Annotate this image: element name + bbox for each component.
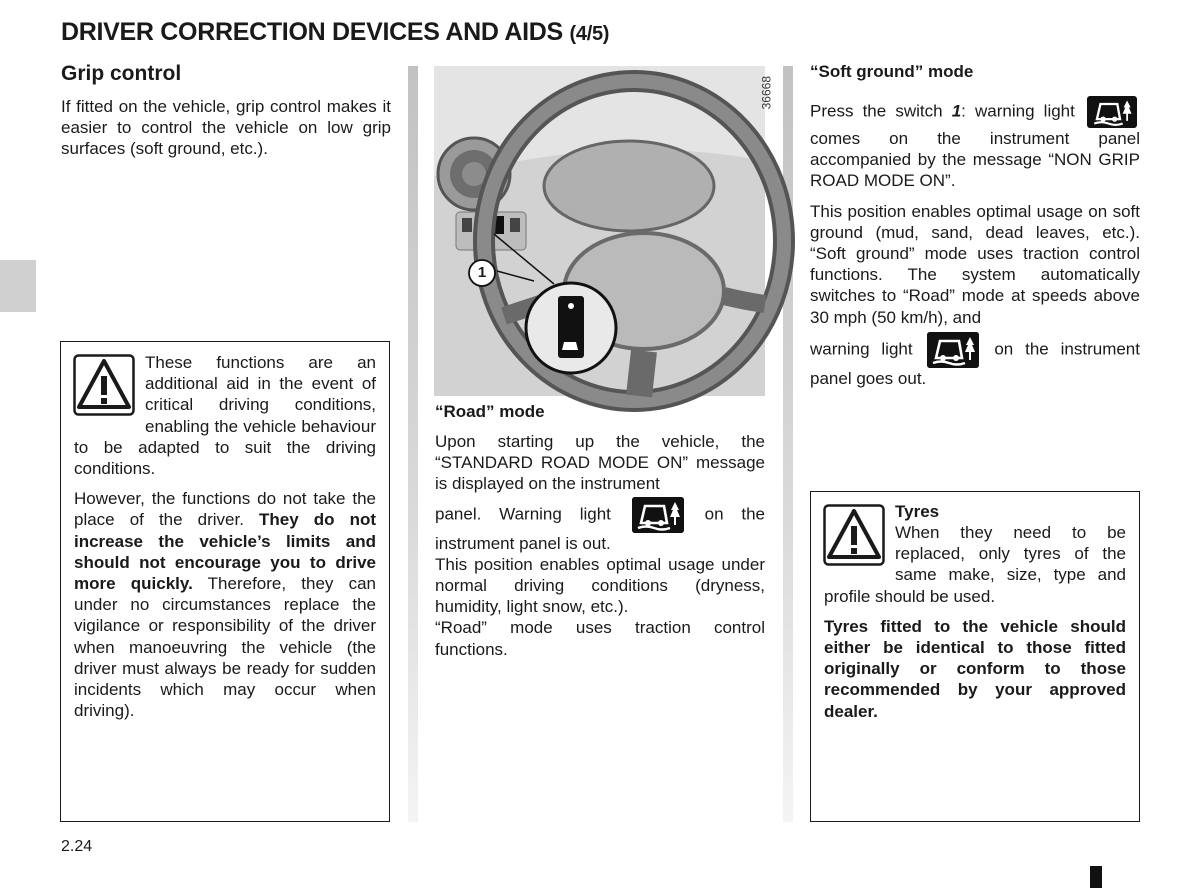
road-mode-text: This position enables optimal usage under normal driving conditions (dryness, humidity, light snow, etc.). bbox=[435, 554, 765, 617]
road-mode-heading: “Road” mode bbox=[435, 402, 545, 421]
chapter-tab bbox=[0, 260, 36, 312]
soft-ground-text-mid: : warning light bbox=[961, 101, 1075, 121]
grip-control-warning-light-icon bbox=[632, 497, 684, 533]
soft-ground-text-lead: warning light bbox=[810, 339, 913, 359]
road-mode-section bbox=[435, 402, 765, 660]
dashboard-illustration bbox=[434, 66, 773, 396]
tyres-heading: Tyres bbox=[895, 502, 940, 521]
column-divider bbox=[408, 66, 418, 822]
grip-intro-text: If fitted on the vehicle, grip control makes it easier to control the vehicle on low grip surfaces (soft ground, etc.). bbox=[61, 97, 391, 159]
warning-text: These functions are an additional aid in the event of critical driving conditions, enabling the vehicle behaviour to be adapted to suit the driving conditions. bbox=[74, 353, 376, 479]
road-mode-text-tail: on the instrument panel is out. bbox=[435, 504, 766, 553]
road-mode-text: “Road” mode uses traction control functions. bbox=[435, 618, 765, 659]
soft-ground-heading: “Soft ground” mode bbox=[810, 62, 974, 81]
soft-ground-text-tail: on the instrument panel goes out. bbox=[810, 339, 1140, 388]
grip-control-warning-light-icon bbox=[1087, 96, 1137, 128]
soft-ground-text-lead: Press the switch bbox=[810, 101, 952, 121]
grip-control-warning-light-icon bbox=[927, 332, 979, 368]
warning-triangle-icon bbox=[823, 504, 885, 566]
soft-ground-section bbox=[810, 62, 1140, 389]
page-number: 2.24 bbox=[61, 838, 93, 855]
warning-text-tail: Therefore, they can under no circumstances replace the vigilance or responsibility of the driver when manoeuvring the vehicle (the driver must always be ready for sudden incidents which may occur when driving). bbox=[74, 574, 376, 721]
corner-mark bbox=[1090, 866, 1102, 888]
warning-text-lead: However, the functions do not take the place of the driver. bbox=[74, 489, 376, 530]
warning-triangle-icon bbox=[73, 354, 135, 416]
warning-text-emphasis: They do not increase the vehicle’s limits and should not encourage you to drive more quickly. bbox=[74, 510, 376, 594]
page-title bbox=[61, 18, 609, 47]
section-heading: Grip control bbox=[61, 62, 182, 85]
soft-ground-text-tail: comes on the instrument panel accompanied by the message “NON GRIP ROAD MODE ON”. bbox=[810, 129, 1140, 191]
road-mode-text-lead: panel. Warning light bbox=[435, 504, 611, 524]
tyres-text-bold: Tyres fitted to the vehicle should either be identical to those fitted originally or conform to those recommended by your approved dealer. bbox=[824, 616, 1126, 721]
road-mode-text: Upon starting up the vehicle, the “STANDARD ROAD MODE ON” message is displayed on the instrument bbox=[435, 432, 765, 494]
grip-control-section bbox=[61, 62, 391, 160]
warning-text bbox=[74, 488, 376, 721]
page-title-text: DRIVER CORRECTION DEVICES AND AIDS bbox=[61, 18, 563, 46]
warning-box-tyres bbox=[810, 491, 1140, 822]
steering-wheel-drawing bbox=[434, 66, 765, 396]
warning-box-functions bbox=[60, 341, 390, 822]
callout-number: 1 bbox=[477, 264, 487, 281]
figure-code: 36668 bbox=[759, 76, 773, 110]
page-title-part: (4/5) bbox=[569, 23, 610, 45]
tyres-text: When they need to be replaced, only tyres of the same make, size, type and profile should be used. bbox=[824, 523, 1126, 606]
soft-ground-text bbox=[810, 96, 1140, 192]
soft-ground-text bbox=[810, 332, 1140, 389]
soft-ground-text: This position enables optimal usage on soft ground (mud, sand, dead leaves, etc.). “Soft ground” mode uses traction control functions. The system automatically switches to “Road” mode at speeds above 30 mph (50 km/h), and bbox=[810, 201, 1140, 327]
road-mode-text bbox=[435, 497, 765, 554]
column-divider bbox=[783, 66, 793, 822]
switch-number: 1 bbox=[951, 101, 962, 121]
